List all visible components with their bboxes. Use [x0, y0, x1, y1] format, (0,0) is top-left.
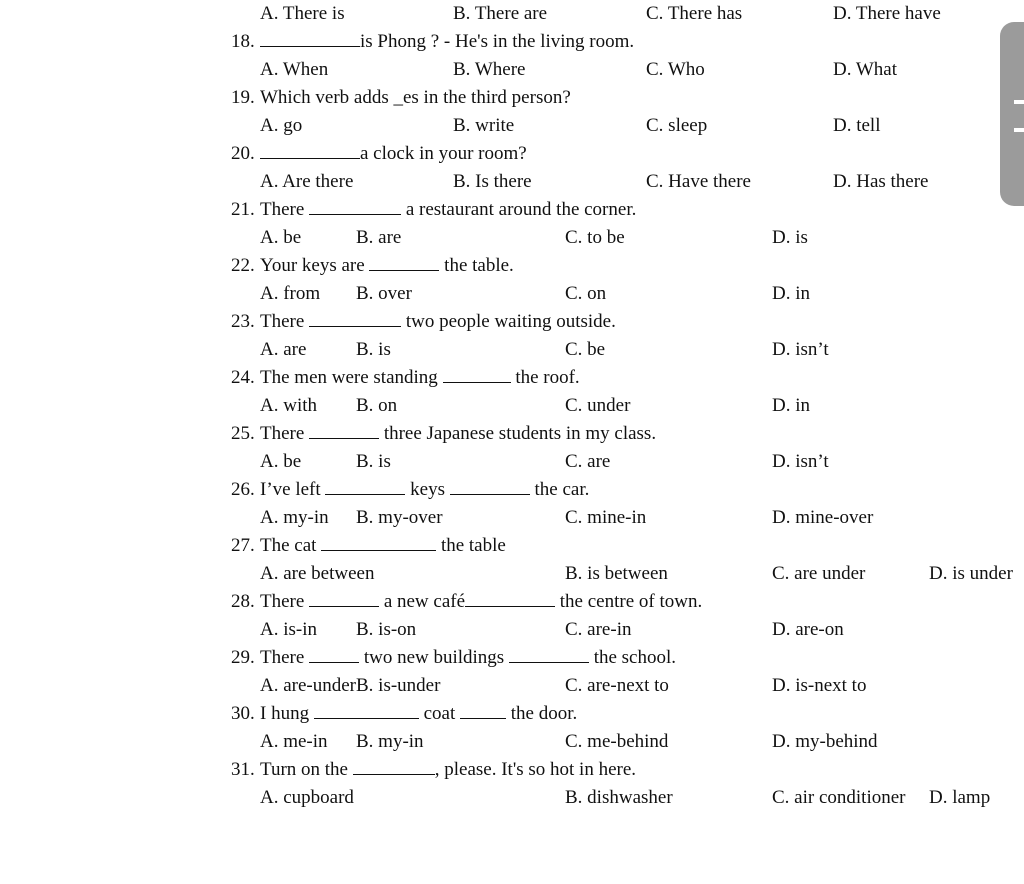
side-panel-handle-icon — [1014, 100, 1024, 132]
option-d: D. Has there — [833, 171, 929, 192]
option-a: A. are between — [260, 563, 375, 584]
option-b: B. is-on — [356, 619, 417, 640]
option-a: A. is-in — [260, 619, 317, 640]
option-b: B. my-over — [356, 507, 443, 528]
question-number: 29. — [231, 647, 255, 668]
option-d: D. isn’t — [772, 339, 829, 360]
option-b: B. dishwasher — [565, 787, 673, 808]
option-a: A. my-in — [260, 507, 329, 528]
question-stem: Which verb adds _es in the third person? — [260, 87, 571, 108]
question-number: 25. — [231, 423, 255, 444]
option-b: B. Is there — [453, 171, 532, 192]
option-b: B. is — [356, 451, 391, 472]
option-b: B. Where — [453, 59, 526, 80]
option-a: A. Are there — [260, 171, 354, 192]
question-number: 21. — [231, 199, 255, 220]
option-d: D. my-behind — [772, 731, 878, 752]
option-d: D. is under — [929, 563, 1013, 584]
option-b: B. write — [453, 115, 515, 136]
answer-blank — [309, 424, 379, 439]
answer-blank — [325, 480, 405, 495]
option-d: D. in — [772, 395, 810, 416]
option-c: C. are-next to — [565, 675, 669, 696]
option-a: A. with — [260, 395, 317, 416]
option-a: A. When — [260, 59, 329, 80]
option-d: D. is-next to — [772, 675, 867, 696]
question-number: 26. — [231, 479, 255, 500]
question-number: 27. — [231, 535, 255, 556]
answer-blank — [443, 368, 511, 383]
option-a: A. from — [260, 283, 321, 304]
question-stem: There two people waiting outside. — [260, 311, 616, 332]
option-c: C. are under — [772, 563, 866, 584]
option-d: D. What — [833, 59, 898, 80]
answer-blank — [309, 312, 401, 327]
question-number: 18. — [231, 31, 255, 52]
option-a: A. are-underB. is-under — [260, 675, 441, 696]
answer-blank — [321, 536, 436, 551]
answer-blank — [369, 256, 439, 271]
question-stem: There three Japanese students in my class. — [260, 423, 657, 444]
question-stem: The men were standing the roof. — [260, 367, 580, 388]
question-number: 24. — [231, 367, 255, 388]
answer-blank — [353, 760, 435, 775]
answer-blank — [309, 592, 379, 607]
option-a: A. There is — [260, 3, 345, 24]
option-d: D. are-on — [772, 619, 844, 640]
option-c: C. sleep — [646, 115, 708, 136]
option-a: A. go — [260, 115, 303, 136]
question-stem: There a restaurant around the corner. — [260, 199, 637, 220]
option-a: A. me-in — [260, 731, 328, 752]
question-number: 20. — [231, 143, 255, 164]
option-c: C. under — [565, 395, 631, 416]
option-c: C. Who — [646, 59, 705, 80]
option-d: D. is — [772, 227, 808, 248]
question-stem: There a new café the centre of town. — [260, 591, 703, 612]
option-d: D. in — [772, 283, 810, 304]
option-d: D. isn’t — [772, 451, 829, 472]
question-stem: The cat the table — [260, 535, 506, 556]
option-c: C. on — [565, 283, 607, 304]
answer-blank — [309, 648, 359, 663]
option-c: C. are-in — [565, 619, 632, 640]
option-b: B. is between — [565, 563, 668, 584]
question-number: 30. — [231, 703, 255, 724]
question-stem: Turn on the , please. It's so hot in here. — [260, 759, 637, 780]
option-c: C. Have there — [646, 171, 751, 192]
option-d: D. lamp — [929, 787, 991, 808]
option-b: B. my-in — [356, 731, 424, 752]
option-b: B. over — [356, 283, 412, 304]
option-b: B. are — [356, 227, 402, 248]
answer-blank — [260, 32, 360, 47]
question-number: 23. — [231, 311, 255, 332]
option-a: A. cupboard — [260, 787, 354, 808]
question-number: 31. — [231, 759, 255, 780]
option-c: C. to be — [565, 227, 625, 248]
question-number: 22. — [231, 255, 255, 276]
option-a: A. be — [260, 227, 302, 248]
answer-blank — [465, 592, 555, 607]
answer-blank — [509, 648, 589, 663]
answer-blank — [309, 200, 401, 215]
question-stem: Your keys are the table. — [260, 255, 514, 276]
option-b: B. There are — [453, 3, 548, 24]
question-stem: is Phong ? - He's in the living room. — [260, 31, 634, 53]
question-number: 28. — [231, 591, 255, 612]
option-d: D. There have — [833, 3, 941, 24]
option-b: B. on — [356, 395, 398, 416]
option-b: B. is — [356, 339, 391, 360]
option-c: C. be — [565, 339, 606, 360]
question-stem: I hung coat the door. — [260, 703, 578, 724]
question-number: 19. — [231, 87, 255, 108]
option-a: A. are — [260, 339, 307, 360]
option-a: A. be — [260, 451, 302, 472]
option-c: C. There has — [646, 3, 743, 24]
option-c: C. air conditioner — [772, 787, 906, 808]
option-c: C. are — [565, 451, 611, 472]
question-stem: a clock in your room? — [260, 143, 527, 165]
question-stem: I’ve left keys the car. — [260, 479, 590, 500]
option-c: C. me-behind — [565, 731, 669, 752]
answer-blank — [460, 704, 506, 719]
answer-blank — [260, 144, 360, 159]
option-d: D. mine-over — [772, 507, 874, 528]
answer-blank — [450, 480, 530, 495]
answer-blank — [314, 704, 419, 719]
question-stem: There two new buildings the school. — [260, 647, 677, 668]
option-c: C. mine-in — [565, 507, 647, 528]
option-d: D. tell — [833, 115, 881, 136]
